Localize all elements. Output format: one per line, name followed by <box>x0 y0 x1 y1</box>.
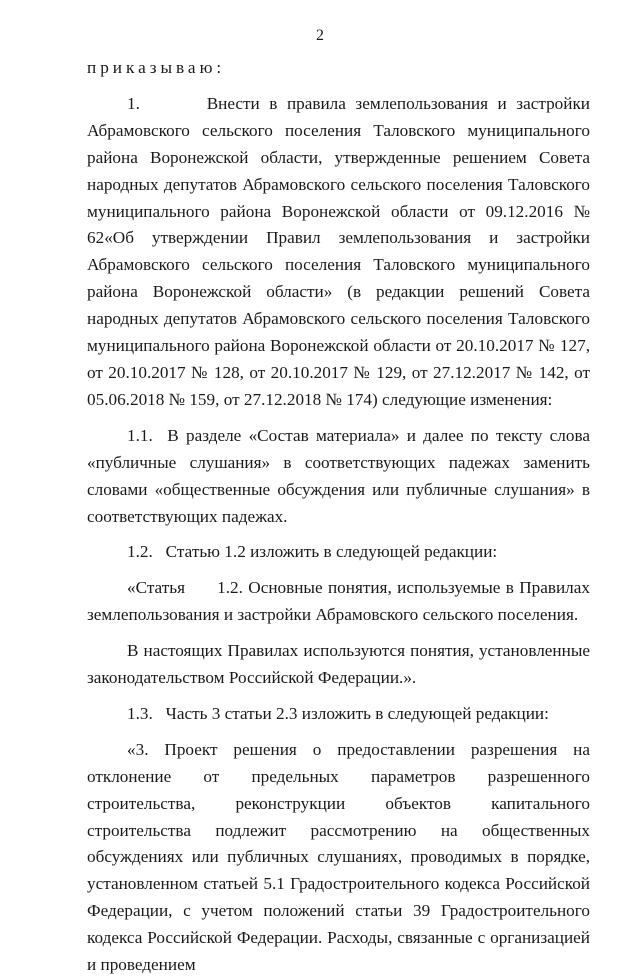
paragraph-1: 1. Внести в правила землепользования и застройки Абрамовского сельского поселения Таловского муниципального района Воронежской области, утвержденные решением Совета народных депутатов Абрамовского сельского поселения Таловского муниципального района Воронежской области от 09.12.2016 № 62«Об утверждении Правил землепользования и застройки Абрамовского сельского поселения Таловского муниципального района Воронежской области» (в редакции решений Совета народных депутатов Абрамовского сельского поселения Таловского муниципального района Воронежской области от 20.10.2017 № 127, от 20.10.2017 № 128, от 20.10.2017 № 129, от 27.12.2017 № 142, от 05.06.2018 № 159, от 27.12.2018 № 174) следующие изменения: <box>87 93 590 409</box>
paragraph-1-2: 1.2. Статью 1.2 изложить в следующей редакции: <box>127 542 498 562</box>
page-number: 2 <box>316 27 324 44</box>
quoted-article-1-2: «Статья 1.2. Основные понятия, используемые в Правилах землепользования и застройки Абрамовского сельского поселения. <box>87 578 590 625</box>
quoted-article-1-2-text: В настоящих Правилах используются понятия, установленные законодательством Российской Федерации.». <box>87 641 590 688</box>
document-body <box>87 55 590 979</box>
order-heading: приказываю: <box>87 58 226 77</box>
paragraph-1-1: 1.1. В разделе «Состав материала» и далее по тексту слова «публичные слушания» в соответствующих падежах заменить словами «общественные обсуждения или публичные слушания» в соответствующих падежах. <box>87 425 590 526</box>
quoted-part-3: «3. Проект решения о предоставлении разрешения на отклонение от предельных параметров разрешенного строительства, реконструкции объектов капитального строительства подлежит рассмотрению на общественных обсуждениях или публичных слушаниях, проводимых в порядке, установленном статьей 5.1 Градостроительного кодекса Российской Федерации, с учетом положений статьи 39 Градостроительного кодекса Российской Федерации. Расходы, связанные с организацией и проведением <box>87 739 590 975</box>
paragraph-1-3: 1.3. Часть 3 статьи 2.3 изложить в следующей редакции: <box>127 703 549 723</box>
